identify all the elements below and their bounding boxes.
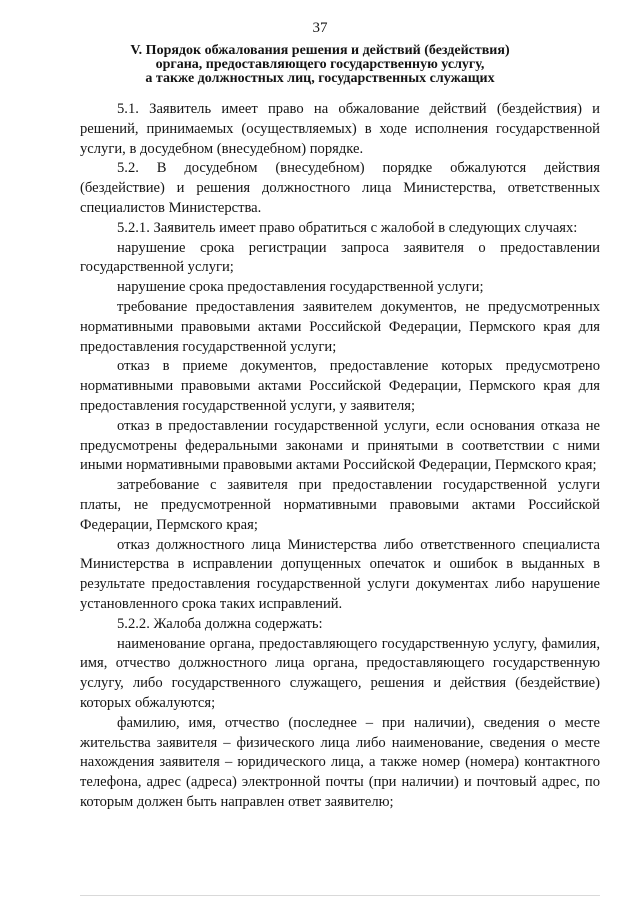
paragraph-5-2-1: 5.2.1. Заявитель имеет право обратиться с жалобой в следующих случаях: bbox=[117, 219, 578, 236]
list-item: требование предоставления заявителем документов, не предусмотренных нормативными правовыми актами Российской Федерации, Пермского края для предоставления государственной услуги; bbox=[80, 298, 600, 355]
section-heading bbox=[80, 44, 560, 86]
list-item: наименование органа, предоставляющего государственную услугу, фамилия, имя, отчество должностного лица органа, предоставляющего государственную услугу, либо государственного служащего, решения и действия (бездействие) которых обжалуются; bbox=[80, 635, 600, 711]
list-item: нарушение срока предоставления государственной услуги; bbox=[117, 279, 484, 296]
paragraph-5-2: 5.2. В досудебном (внесудебном) порядке обжалуются действия (бездействие) и решения должностного лица Министерства, ответственных специалистов Министерства. bbox=[80, 160, 600, 216]
list-item: фамилию, имя, отчество (последнее – при наличии), сведения о месте жительства заявителя – физического лица либо наименование, сведения о месте нахождения заявителя – юридического лица, а также номер (номера) контактного телефона, адрес (адреса) электронной почты (при наличии) и почтовый адрес, по которым должен быть направлен ответ заявителю; bbox=[80, 714, 600, 810]
page-number: 37 bbox=[312, 20, 328, 36]
list-item: затребование с заявителя при предоставлении государственной услуги платы, не предусмотренной нормативными правовыми актами Российской Федерации, Пермского края; bbox=[80, 477, 600, 533]
heading-line: органа, предоставляющего государственную услугу, bbox=[155, 57, 485, 72]
paragraph-5-2-2: 5.2.2. Жалоба должна содержать: bbox=[117, 615, 323, 632]
list-item: нарушение срока регистрации запроса заявителя о предоставлении государственной услуги; bbox=[80, 239, 600, 276]
list-item: отказ в предоставлении государственной услуги, если основания отказа не предусмотрены федеральными законами и принятыми в соответствии с ними иными нормативными правовыми актами Российской Федерации, Пермского края; bbox=[80, 417, 600, 474]
paragraph-5-1: 5.1. Заявитель имеет право на обжалование действий (бездействия) и решений, принимаемых (осуществляемых) в ходе исполнения государственной услуги, в досудебном (внесудебном) порядке. bbox=[80, 101, 600, 157]
document-body bbox=[80, 100, 600, 813]
bottom-divider bbox=[80, 895, 600, 896]
list-item: отказ в приеме документов, предоставление которых предусмотрено нормативными правовыми актами Российской Федерации, Пермского края для предоставления государственной услуги, у заявителя; bbox=[80, 358, 600, 414]
list-item: отказ должностного лица Министерства либо ответственного специалиста Министерства в исправлении допущенных опечаток и ошибок в выданных в результате предоставления государственной услуги документах либо нарушение установленного срока таких исправлений. bbox=[80, 536, 600, 612]
heading-line: V. Порядок обжалования решения и действий (бездействия) bbox=[130, 43, 510, 58]
heading-line: а также должностных лиц, государственных служащих bbox=[145, 71, 495, 86]
